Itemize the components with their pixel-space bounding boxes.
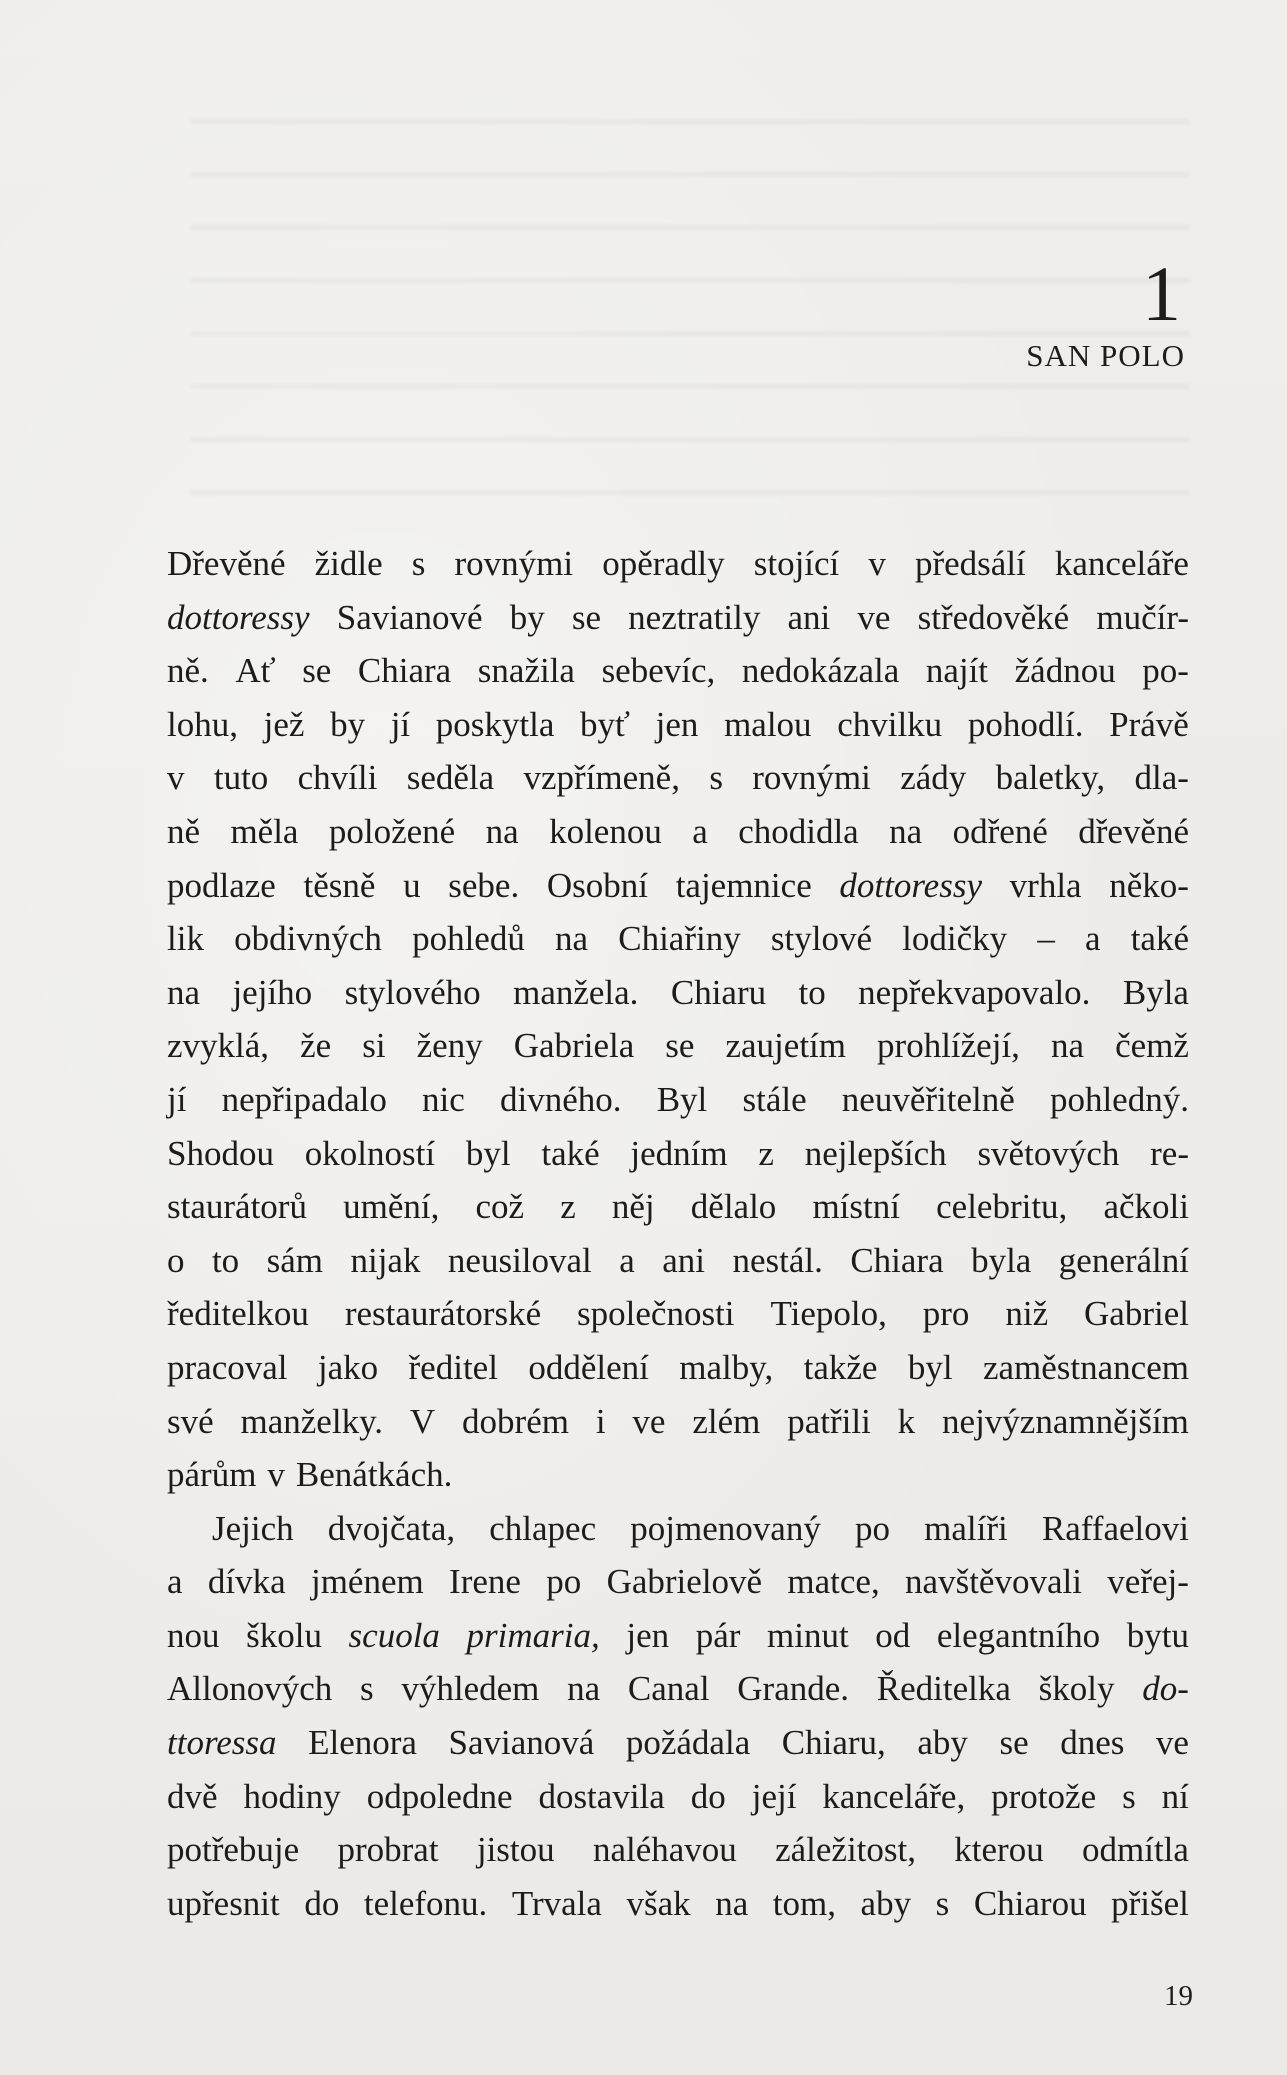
text-line	[167, 1877, 1189, 1931]
text-line	[167, 805, 1189, 859]
word: čemž	[1115, 1026, 1189, 1066]
word: s	[360, 1669, 374, 1709]
word: pojmenovaný	[630, 1508, 821, 1548]
word: upřesnit	[167, 1883, 280, 1923]
word: ně.	[167, 651, 209, 691]
word: po-	[1142, 651, 1189, 691]
word: pár	[695, 1615, 741, 1655]
text-line	[167, 1341, 1189, 1395]
word: po	[546, 1562, 582, 1602]
word: byť	[580, 704, 631, 744]
word: navštěvovali	[905, 1562, 1082, 1602]
word: nedokázala	[741, 651, 900, 691]
word: chlapec	[489, 1508, 597, 1548]
body-text	[167, 537, 1189, 1930]
word: neusiloval	[447, 1240, 592, 1280]
word: Raffaelovi	[1041, 1508, 1189, 1548]
word: Chiaru	[670, 972, 767, 1012]
word: Ředitelka	[876, 1669, 1011, 1709]
word: divného.	[500, 1079, 622, 1119]
word: s	[935, 1883, 950, 1923]
word: ní	[1161, 1776, 1189, 1816]
word: jejího	[232, 972, 313, 1012]
word: s	[1122, 1776, 1136, 1816]
text-line	[167, 591, 1189, 645]
word: Benátkách.	[295, 1455, 453, 1495]
word: se	[302, 651, 332, 691]
word: byla	[971, 1240, 1032, 1280]
word: byl	[465, 1133, 511, 1173]
text-line	[167, 1502, 1189, 1556]
word: seděla	[406, 758, 495, 798]
word: dívka	[207, 1562, 286, 1602]
word: jedním	[630, 1133, 728, 1173]
word: dvě	[167, 1776, 218, 1816]
word: Chiařiny	[618, 919, 741, 959]
word: ačkoli	[1103, 1187, 1189, 1227]
word: Gabriela	[513, 1026, 635, 1066]
chapter-title: SAN POLO	[1026, 338, 1185, 373]
text-line	[167, 1019, 1189, 1073]
word: vzpřímeně,	[523, 758, 680, 798]
word: pro	[922, 1294, 970, 1334]
word: kterou	[954, 1830, 1044, 1870]
word: její	[751, 1776, 797, 1816]
word: odmítla	[1082, 1830, 1189, 1870]
word: jí	[167, 1079, 187, 1119]
word: malou	[724, 704, 812, 744]
text-line	[167, 751, 1189, 805]
word: s	[709, 758, 723, 798]
word: o	[167, 1240, 185, 1280]
word: nejvýznamnějším	[942, 1401, 1189, 1441]
word: manžela.	[513, 972, 639, 1012]
word: minut	[767, 1615, 849, 1655]
word: položené	[328, 811, 456, 851]
word: rovnými	[752, 758, 871, 798]
word: ve	[632, 1401, 666, 1441]
word: rovnými	[454, 544, 574, 583]
word: dottoressy	[167, 597, 310, 637]
word: potřebuje	[167, 1830, 300, 1870]
word: oddělení	[528, 1347, 649, 1387]
word: v	[267, 1455, 285, 1495]
chapter-number: 1	[1142, 250, 1182, 337]
word: nou	[167, 1615, 220, 1655]
word: párům	[167, 1455, 257, 1495]
word: si	[362, 1026, 386, 1066]
word: kanceláře	[1054, 544, 1189, 583]
word: Jejich	[212, 1508, 294, 1548]
word: pracoval	[167, 1347, 288, 1387]
word: těsně	[303, 865, 376, 905]
word: se	[999, 1723, 1029, 1763]
word: do	[304, 1883, 340, 1923]
word: že	[300, 1026, 332, 1066]
word: jistou	[476, 1830, 555, 1870]
word: nepřekvapovalo.	[858, 972, 1091, 1012]
word: na	[485, 811, 519, 851]
word: což	[475, 1187, 525, 1227]
text-line	[167, 1770, 1189, 1824]
word: aby	[917, 1723, 968, 1763]
word: lodičky	[902, 919, 1008, 959]
word: u	[403, 865, 421, 905]
word: požádala	[625, 1723, 751, 1763]
word: najít	[925, 651, 989, 691]
word: jí	[390, 704, 411, 744]
word: výhledem	[401, 1669, 540, 1709]
word: Byla	[1122, 972, 1189, 1012]
word: ve	[857, 597, 891, 637]
text-line	[167, 1234, 1189, 1288]
word: do-	[1142, 1669, 1189, 1709]
word: naléhavou	[592, 1830, 737, 1870]
word: Právě	[1109, 704, 1189, 744]
word: malby,	[679, 1347, 774, 1387]
word: dnes	[1060, 1723, 1125, 1763]
word: sebevíc,	[601, 651, 716, 691]
word: Tiepolo,	[770, 1294, 887, 1334]
text-line	[167, 1127, 1189, 1181]
word: záležitost,	[775, 1830, 916, 1870]
word: v	[868, 544, 886, 583]
word: prohlížejí,	[877, 1026, 1020, 1066]
word: umění,	[343, 1187, 440, 1227]
word: ženy	[416, 1026, 483, 1066]
word: Shodou	[167, 1133, 274, 1173]
word: mučír-	[1096, 597, 1189, 637]
word: zvyklá,	[167, 1026, 270, 1066]
word: chodidla	[738, 811, 859, 851]
word: V	[409, 1401, 436, 1441]
word: chvíli	[297, 758, 378, 798]
word: na	[715, 1883, 749, 1923]
word: s	[411, 544, 426, 583]
text-line	[167, 966, 1189, 1020]
text-line	[167, 912, 1189, 966]
word: a	[619, 1240, 635, 1280]
page-number: 19	[1164, 1980, 1193, 2012]
word: jež	[263, 704, 305, 744]
word: přišel	[1111, 1883, 1189, 1923]
word: Grande.	[737, 1669, 850, 1709]
word: restaurátorské	[344, 1294, 542, 1334]
word: a	[1084, 919, 1101, 959]
word: měla	[230, 811, 299, 851]
word: také	[541, 1133, 600, 1173]
text-line	[167, 1395, 1189, 1449]
word: Gabrielově	[606, 1562, 763, 1602]
text-line	[167, 1180, 1189, 1234]
word: stylové	[770, 919, 872, 959]
word: patřili	[787, 1401, 871, 1441]
word: ně	[167, 811, 201, 851]
word: předsálí	[914, 544, 1026, 583]
text-line	[167, 1823, 1189, 1877]
word: byl	[907, 1347, 953, 1387]
word: okolností	[304, 1133, 436, 1173]
word: manželky.	[240, 1401, 384, 1441]
word: vrhla	[1009, 865, 1082, 905]
word: se	[665, 1026, 695, 1066]
word: Trvala	[511, 1883, 602, 1923]
word: Chiara	[850, 1240, 944, 1280]
word: jako	[317, 1347, 379, 1387]
word: generální	[1058, 1240, 1189, 1280]
word: to	[798, 972, 826, 1012]
word: matce,	[787, 1562, 880, 1602]
text-line	[167, 698, 1189, 752]
word: školy	[1038, 1669, 1115, 1709]
word: celebritu,	[936, 1187, 1068, 1227]
text-line	[167, 1287, 1189, 1341]
word: chvilku	[837, 704, 943, 744]
word: obdivných	[234, 919, 382, 959]
word: lohu,	[167, 704, 238, 744]
word: dělalo	[690, 1187, 777, 1227]
word: re-	[1150, 1133, 1189, 1173]
word: a	[692, 811, 708, 851]
word: primaria,	[466, 1615, 600, 1655]
word: v	[167, 758, 185, 798]
word: hodiny	[243, 1776, 341, 1816]
word: nejlepších	[804, 1133, 947, 1173]
word: od	[875, 1615, 911, 1655]
word: Osobní	[546, 865, 649, 905]
word: niž	[1005, 1294, 1049, 1334]
word: elegantního	[936, 1615, 1101, 1655]
word: Allonových	[167, 1669, 333, 1709]
word: i	[595, 1401, 606, 1441]
word: jen	[655, 704, 699, 744]
word: –	[1037, 919, 1055, 959]
word: také	[1130, 919, 1189, 959]
word: však	[626, 1883, 691, 1923]
word: ředitel	[408, 1347, 498, 1387]
word: poskytla	[435, 704, 555, 744]
word: zaujetím	[725, 1026, 846, 1066]
word: by	[509, 597, 545, 637]
word: probrat	[337, 1830, 439, 1870]
word: neztratily	[628, 597, 761, 637]
text-line	[167, 644, 1189, 698]
word: na	[1050, 1026, 1085, 1066]
text-line	[167, 1609, 1189, 1663]
word: aby	[860, 1883, 912, 1923]
word: Elenora	[308, 1723, 417, 1763]
text-line	[167, 859, 1189, 913]
word: Dřevěné	[167, 544, 286, 583]
word: Gabriel	[1084, 1294, 1189, 1334]
word: ředitelkou	[167, 1294, 309, 1334]
word: zaměstnancem	[982, 1347, 1189, 1387]
text-line	[167, 1716, 1189, 1770]
word: Ať	[235, 651, 276, 691]
word: z	[758, 1133, 774, 1173]
show-through-text	[190, 120, 1190, 540]
word: společnosti	[577, 1294, 735, 1334]
word: něko-	[1109, 865, 1189, 905]
word: pohledný.	[1049, 1079, 1189, 1119]
word: tajemnice	[675, 865, 812, 905]
word: ani	[662, 1240, 706, 1280]
word: podlaze	[167, 865, 276, 905]
word: ttoressa	[167, 1723, 277, 1763]
word: světových	[977, 1133, 1120, 1173]
word: neuvěřitelně	[841, 1079, 1015, 1119]
word: Byl	[656, 1079, 708, 1119]
word: pohodlí.	[967, 704, 1084, 744]
word: staurátorů	[167, 1187, 307, 1227]
word: dottoressy	[839, 865, 982, 905]
word: pohledů	[412, 919, 525, 959]
word: žádnou	[1014, 651, 1116, 691]
word: dobrém	[462, 1401, 569, 1441]
word: protože	[991, 1776, 1097, 1816]
word: telefonu.	[363, 1883, 488, 1923]
word: zády	[900, 758, 967, 798]
word: lik	[167, 919, 204, 959]
word: dla-	[1134, 758, 1189, 798]
word: po	[854, 1508, 890, 1548]
word: se	[571, 597, 602, 637]
word: a	[167, 1562, 183, 1602]
word: do	[690, 1776, 726, 1816]
word: nijak	[350, 1240, 421, 1280]
word: takže	[803, 1347, 878, 1387]
word: Chiaru,	[781, 1723, 886, 1763]
word: tom,	[772, 1883, 836, 1923]
word: bytu	[1126, 1615, 1189, 1655]
word: to	[211, 1240, 240, 1280]
word: dostavila	[538, 1776, 665, 1816]
word: na	[555, 919, 589, 959]
word: něj	[611, 1187, 655, 1227]
word: své	[167, 1401, 214, 1441]
word: kanceláře,	[822, 1776, 966, 1816]
word: stylového	[344, 972, 481, 1012]
text-line	[167, 1073, 1189, 1127]
word: odpoledne	[366, 1776, 513, 1816]
text-line	[167, 1662, 1189, 1716]
word: školu	[246, 1615, 322, 1655]
word: židle	[314, 544, 383, 583]
word: jménem	[310, 1562, 424, 1602]
word: ve	[1155, 1723, 1189, 1763]
word: dvojčata,	[327, 1508, 456, 1548]
word: Chiarou	[973, 1883, 1087, 1923]
word: veřej-	[1107, 1562, 1189, 1602]
word: Savianové	[336, 597, 483, 637]
word: na	[567, 1669, 601, 1709]
word: Irene	[449, 1562, 521, 1602]
word: sám	[266, 1240, 324, 1280]
word: ani	[787, 597, 831, 637]
word: snažila	[477, 651, 575, 691]
text-line	[167, 1555, 1189, 1609]
text-line	[167, 537, 1189, 591]
text-line	[167, 1448, 1189, 1502]
word: Savianová	[448, 1723, 595, 1763]
word: stále	[742, 1079, 807, 1119]
word: opěradly	[602, 544, 725, 583]
word: Chiara	[357, 651, 452, 691]
word: nic	[422, 1079, 465, 1119]
word: nepřipadalo	[221, 1079, 387, 1119]
word: Canal	[627, 1669, 710, 1709]
word: odřené	[952, 811, 1048, 851]
word: malíři	[924, 1508, 1008, 1548]
word: nestál.	[732, 1240, 823, 1280]
word: stojící	[753, 544, 840, 583]
word: scuola	[348, 1615, 440, 1655]
word: sebe.	[448, 865, 520, 905]
word: středověké	[917, 597, 1070, 637]
word: baletky,	[995, 758, 1106, 798]
word: by	[330, 704, 366, 744]
word: zlém	[692, 1401, 761, 1441]
word: na	[889, 811, 923, 851]
word: z	[560, 1187, 576, 1227]
word: dřevěné	[1078, 811, 1189, 851]
word: místní	[812, 1187, 900, 1227]
word: jen	[626, 1615, 670, 1655]
word: k	[897, 1401, 916, 1441]
word: kolenou	[549, 811, 662, 851]
word: tuto	[213, 758, 269, 798]
word: na	[167, 972, 201, 1012]
